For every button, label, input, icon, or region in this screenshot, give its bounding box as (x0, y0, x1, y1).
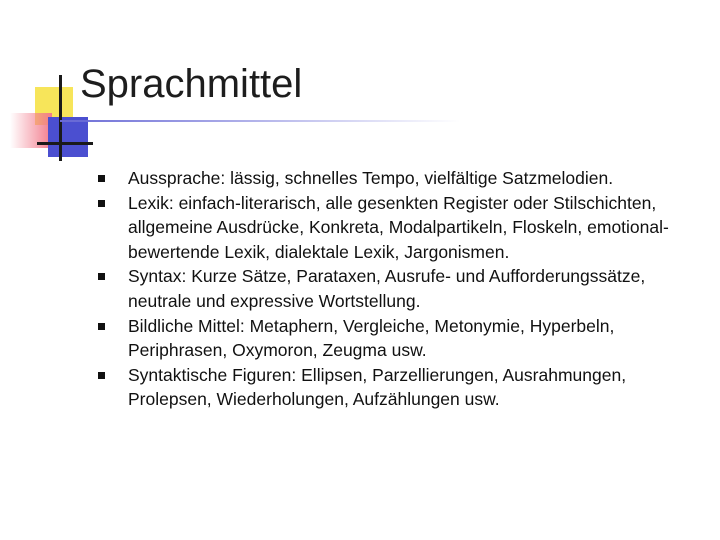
bullet-text: Bildliche Mittel: Metaphern, Vergleiche, Metonymie, Hyperbeln, Periphrasen, Oxymoron, Zeugma usw. (128, 315, 615, 361)
bullet-item (96, 166, 696, 191)
title-underline (60, 120, 460, 122)
vertical-line (59, 75, 62, 161)
bullet-text: Aussprache: lässig, schnelles Tempo, vielfältige Satzmelodien. (128, 168, 614, 188)
bullet-item (96, 314, 696, 363)
bullet-text: Lexik: einfach-literarisch, alle gesenkten Register oder Stilschichten, allgemeine Ausdrücke, Konkreta, Modalpartikeln, Floskeln, emotional-bewertende Lexik, dialektale Lexik, Jargonismen. (128, 192, 669, 262)
bullet-text: Syntax: Kurze Sätze, Parataxen, Ausrufe- und Aufforderungssätze, neutrale und expressive Wortstellung. (128, 266, 646, 311)
bullet-marker-icon (98, 323, 105, 330)
blue-square (48, 117, 88, 157)
bullet-marker-icon (98, 175, 105, 182)
bullet-text: Syntaktische Figuren: Ellipsen, Parzellierungen, Ausrahmungen, Prolepsen, Wiederholungen, Aufzählungen usw. (128, 364, 627, 410)
slide-title: Sprachmittel (80, 62, 303, 106)
bullet-marker-icon (98, 200, 105, 207)
bullet-marker-icon (98, 372, 105, 379)
bullet-list (96, 166, 696, 412)
horizontal-line (37, 142, 93, 145)
bullet-item (96, 363, 696, 412)
bullet-item (96, 264, 696, 313)
bullet-marker-icon (98, 273, 105, 280)
bullet-item (96, 191, 696, 265)
